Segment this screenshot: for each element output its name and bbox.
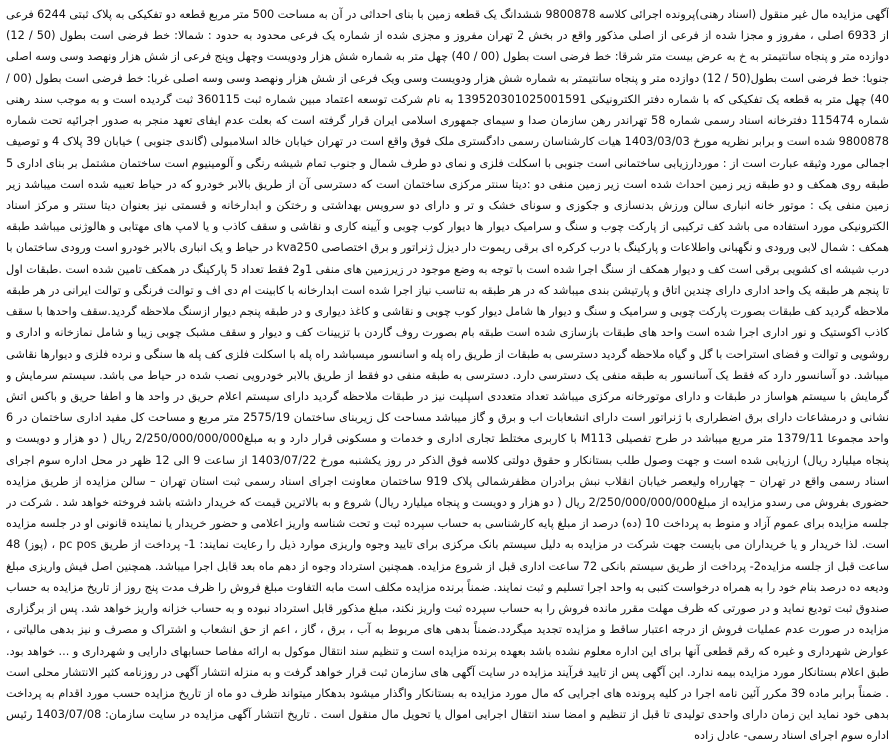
auction-notice-text: آگهی مزایده مال غیر منقول (اسناد رهنی)پرونده اجرائی کلاسه 9800878 ششدانگ یک قطعه زمین با بنای احداثی در آن به مساحت 500 متر مربع قطعه دو تفکیکی به پلاک ثبتی 6244 فرعی از 6933 اصلی ، مفروز و مجزا شده از فرعی از اصلی مذکور واقع در بخش 2 تهران مفروز و مجزی شده از شماره یک فرعی محدود به حدود : شمالا: خط فرضی است بطول (50 / 12) دوازده متر و پنجاه سانتیمتر به خ به عرض بیست متر شرقا: خط فرضی است بطول (00 / 40) چهل متر به شماره شش هزار ودویست وچهل وپنج فرعی از شش هزار ونهصد وسی وسه اصلی جنوبا: خط فرضی است بطول(50 / 12) دوازده متر و پنجاه سانتیمتر به شماره شش هزار ودویست وسی ویک فرعی از شش هزار ونهصد وسی وسه اصلی غربا: خط فرضی است بطول (00 / 40) چهل متر به قطعه یک تفکیکی که با شماره دفتر الکترونیکی 139520301025001591 به نام شرکت توسعه اعتماد مبین شماره ثبت 360115 ثبت گردیده است و به موجب سند رهنی شماره 115474 دفترخانه اسناد رسمی شماره 58 تهراندر رهن سازمان صدا و سیمای جمهوری اسلامی ایران قرار گرفته است که بعلت عدم ایفای تعهد منجر به صدور اجرائیه تحت شماره 9800878 شده است و برابر نظریه مورخ 1403/03/03 هیات کارشناسان رسمی دادگستری ملک فوق واقع است در تهران خیابان خالد اسلامبولی (گاندی جنوبی ) خیابان 39 پلاک 4 و توصیف اجمالی مورد وثیقه عبارت است از : موردارزیابی ساختمانی است جنوبی با اسکلت فلزی و نمای دو طرف شمال و جنوب تمام شیشه رنگی و آلومینیوم است ساختمان مشتمل بر بنای اداری 5 طبقه روی همکف و دو طبقه زیر زمین احداث شده است زیر زمین منفی دو :دیتا سنتر مرکزی ساختمان است که دسترسی آن از طریق بالابر خودرو که در حیاط تعبیه شده است میباشد زیر زمین منفی یک : موتور خانه انباری سالن ورزش بدنسازی و جکوزی و سونای خشک و تر و دارای دو سرویس بهداشتی و رختکن و ابدارخانه و قسمتی نیز بعنوان دیتا سنتر و مرکز اسناد الکترونیکی مورد استفاده می باشد کف ترکیبی از پارکت چوب و سنگ و سرامیک دیوار ها دیوار کوب چوبی و آیینه کاری و نقاشی و سقف کاذب و یا لامپ های مهتابی و هالوژنی میباشد طبقه همکف : شمال لابی ورودی و نگهبانی واطلاعات و پارکینگ با درب کرکره ای برقی ریموت دار دیزل ژنراتور و برق اختصاصی kva250 در حیاط و یک انباری بالابر خودرو است ورودی ساختمان با درب شیشه ای کشویی برقی است کف و دیوار همکف از سنگ اجرا شده است با توجه به وضع موجود در زیرزمین های منفی 1و2 فقط تعداد 5 پارکینگ در همکف تامین شده است .طبقات اول تا پنجم هر طبقه یک واحد اداری دارای چندین اتاق و پارتیشن بندی میباشد که در هر طبقه به تناسب نیاز اجرا شده است ابدارخانه با کابینت ام دی اف و توالت فرنگی و توالت ایرانی در هر طبقه ملاحظه گردید کف طبقات بصورت پارکت چوبی و سرامیک و سنگ و دیوار ها شامل دیوار کوب چوبی و نقاشی و کاغذ دیواری و در طبقه پنجم دیوار ازسنگ ملاحظه گردید.سقف واحدها با سقف کاذب اکوستیک و نور اداری اجرا شده است واحد های طبقات بازسازی شده است طبقه بام بصورت روف گاردن با تزیینات کف و دیوار و سقف مشبک چوبی زیبا و شامل نمازخانه و اداری و روشویی و توالت و فضای استراحت با گل و گیاه ملاحظه گردید دسترسی به طبقات از طریق راه پله و اسانسور میسباشد راه پله با اسکلت فلزی کف پله ها سنگی و نرده فلزی و دیوارها نقاشی میباشد. دو آسانسور دارد که فقط یک آسانسور به طبقه منفی یک دسترسی دارد. دسترسی به طبقه منفی دو فقط از طریق بالابر خودرویی نصب شده در حیاط می باشد. سیستم سرمایش و گرمایش با سیستم هواساز در طبقات و دارای موتورخانه مرکزی میباشد تعداد متعددی اسپلیت نیز در طبقات ملاحظه گردید دارای سیستم اعلام حریق در واحد ها و اطفا حریق و باکس اتش نشانی و درمشاعات دارای برق اضطراری با ژنراتور است دارای انشعابات اب و برق و گاز میباشد مساحت کل زیربنای ساختمان 2575/19 متر مربع و مساحت کل مفید اداری ساختمان در 6 واحد مجموعا 1379/11 متر مربع میباشد در طرح تفصیلی M113 با کاربری مختلط تجاری اداری و خدمات و مسکونی قرار دارد و به مبلغ2/250/000/000/000 ریال ( دو هزار و دویست و پنجاه میلیارد ریال) ارزیابی شده است و جهت وصول طلب بستانکار و حقوق دولتی کلاسه فوق الذکر در روز یکشنبه مورخ 1403/07/22 از ساعت 9 الی 12 ظهر در محل اداره سوم اجرای اسناد رسمی واقع در تهران – چهارراه ولیعصر خیابان انقلاب نبش برادران مظفرشمالی پلاک 919 ساختمان معاونت اجرای اسناد رسمی ثبت استان تهران – سالن مزایده از طریق مزایده حضوری بفروش می رسدو مزایده از مبلغ2/250/000/000/000 ریال ( دو هزار و دویست و پنجاه میلیارد ریال) شروع و به بالاترین قیمت که خریدار داشته باشد فروخته خواهد شد . شرکت در جلسه مزایده برای عموم آزاد و منوط به پرداخت 10 (ده) درصد از مبلغ پایه کارشناسی به حساب سپرده ثبت و تحت شناسه واریز اعلامی و حضور خریدار یا نماینده قانونی او در جلسه مزایده است. لذا خریدار و یا خریداران می بایست جهت شرکت در مزایده به دلیل سیستم بانک مرکزی برای تایید وجوه واریزی موارد ذیل را رعایت نمایند: 1- پرداخت از طریق pc pos ، (پوز) 48 ساعت قبل از جلسه مزایده2- پرداخت از طریق سیستم بانکی 72 ساعت اداری قبل از شروع مزایده. همچنین استرداد وجوه از دهم ماه بعد قابل اجرا میباشد. همچنین اصل فیش واریزی مبلغ ودیعه ده درصد بنام خود را به همراه درخواست کتبی به واحد اجرا تسلیم و ثبت نمایند. ضمناً برنده مزایده مکلف است مابه التفاوت مبلغ فروش را ظرف مدت پنج روز از تاریخ مزایده به حساب صندوق ثبت تودیع نماید و در صورتی که ظرف مهلت مقرر مانده فروش را به حساب سپرده ثبت واریز نکند، مبلغ مذکور قابل استرداد نبوده و به حساب خزانه واریز خواهد شد. پس از برگزاری مزایده در صورت عدم عملیات فروش از درجه اعتبار ساقط و مزایده تجدید میگردد.ضمناً بدهی های مربوط به آب ، برق ، گاز ، اعم از حق انشعاب و اشتراک و مصرف و نیز بدهی مالیاتی ، عوارض شهرداری و غیره که رقم قطعی آنها برای این اداره معلوم نشده باشد بعهده برنده مزایده است و تنظیم سند انتقال موکول به ارائه مفاصا حسابهای دارایی و شهرداری و ... خواهد بود. طبق اعلام بستانکار مورد مزایده بیمه ندارد. این آگهی پس از تایید فرآیند مزایده در سایت آگهی های سازمان ثبت قرار خواهد گرفت و به منزله انتشار آگهی در روزنامه کثیر الانتشار محلی است . ضمناً برابر ماده 39 مکرر آئین نامه اجرا در کلیه پرونده های اجرایی که مال مورد مزایده به بستانکار واگذار میشود بدهکار میتواند ظرف دو ماه از تاریخ مزایده حسب مورد اقدام به پرداخت بدهی خود نماید این زمان دارای واحدی تولیدی تا قبل از تنظیم و امضا سند انتقال اجرایی اموال یا تحویل مال منقول است . تاریخ انتشار آگهی مزایده در سایت سازمان: 1403/07/08 رئیس اداره سوم اجرای اسناد رسمی- عادل زاده: [6, 8, 889, 743]
